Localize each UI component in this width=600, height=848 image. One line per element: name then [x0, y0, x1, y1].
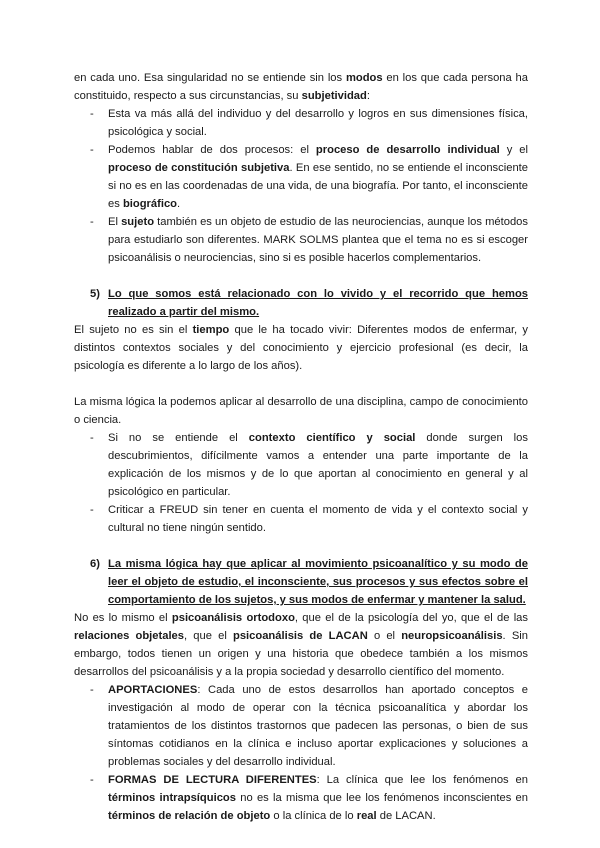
heading-text: Lo que somos está relacionado con lo vivido y el recorrido que hemos realizado a partir del mismo.	[108, 288, 528, 318]
text-run: en los que cada persona ha constituido, respecto a sus circunstancias, su	[74, 72, 528, 102]
text-run: : Cada uno de estos desarrollos han aportado conceptos e investigación al modo de operar con la técnica psicoanalítica y abordar los tratamientos de los distintos trastornos que padecen las personas, o bien de sus síntomas cotidianos en la clínica e incluso aportar explicaciones y soluciones a problemas sociales y del desarrollo individual.	[108, 684, 528, 768]
bold-term: psicoanálisis de LACAN	[232, 630, 368, 642]
text-run: Esta va más allá del individuo y del desarrollo y logros en sus dimensiones física, psicológica y social.	[108, 108, 528, 138]
bold-term: relaciones objetales	[74, 630, 185, 642]
bullet-dash: -	[90, 504, 94, 516]
bold-term: subjetividad	[301, 90, 367, 102]
bold-term: tiempo	[192, 324, 230, 336]
bold-term: términos de relación de objeto	[108, 810, 271, 822]
list-item	[74, 141, 528, 213]
spacer	[74, 267, 528, 285]
bullet-dash: -	[90, 774, 94, 786]
bold-term: FORMAS DE LECTURA DIFERENTES	[108, 774, 317, 786]
text-run: Podemos hablar de dos procesos: el	[108, 144, 316, 156]
bold-term: biográfico	[122, 198, 178, 210]
bold-term: proceso de desarrollo individual	[315, 144, 500, 156]
bold-term: términos intrapsíquicos	[108, 792, 236, 804]
bold-term: proceso de constitución subjetiva	[108, 162, 290, 174]
text-run: donde surgen los descubrimientos, difícilmente vamos a entender una parte importante de la explicación de los mismos y de lo que aportan al conocimiento en general y al psicológico en particular.	[108, 432, 528, 498]
bullet-list-3	[74, 681, 528, 825]
heading-number: 5)	[90, 288, 100, 300]
paragraph-disciplina	[74, 393, 528, 429]
text-run: en cada uno. Esa singularidad no se entiende sin los	[74, 72, 346, 84]
heading-text: La misma lógica hay que aplicar al movimiento psicoanalítico y su modo de leer el objeto de estudio, el inconsciente, sus procesos y sus efectos sobre el comportamiento de los sujetos, y sus modos de enfermar y mantener la salud.	[108, 558, 528, 606]
bullet-list-2	[74, 429, 528, 537]
text-run: El	[108, 216, 122, 228]
section-heading-5	[74, 285, 528, 321]
text-run: .	[177, 198, 181, 210]
bullet-dash: -	[90, 108, 94, 120]
text-run: La misma lógica la podemos aplicar al desarrollo de una disciplina, campo de conocimiento o ciencia.	[74, 396, 528, 426]
list-item	[74, 681, 528, 771]
bold-term: psicoanálisis ortodoxo	[171, 612, 295, 624]
text-run: o la clínica de lo	[270, 810, 357, 822]
text-run: y el	[499, 144, 528, 156]
list-item	[74, 213, 528, 267]
text-run: Criticar a FREUD sin tener en cuenta el momento de vida y el contexto social y cultural no tiene ningún sentido.	[108, 504, 528, 534]
text-run: no es la misma que lee los fenómenos inconscientes en	[235, 792, 529, 804]
bold-term: contexto científico y social	[248, 432, 416, 444]
list-item	[74, 429, 528, 501]
bold-term: modos	[345, 72, 383, 84]
text-run: también es un objeto de estudio de las neurociencias, aunque los métodos para estudiarlo son diferentes. MARK SOLMS plantea que el tema no es si escoger psicoanálisis o neurociencias, sino si es posible hacerlos complementarios.	[108, 216, 528, 264]
spacer	[74, 375, 528, 393]
text-run: . Sin embargo, todos tienen un origen y una historia que obedece también a los mismos desarrollos del psicoanálisis y a la propia sociedad y desarrollo científico del momento.	[74, 630, 528, 678]
text-run: No es lo mismo el	[74, 612, 172, 624]
bullet-dash: -	[90, 684, 94, 696]
text-run: , que el de la psicología del yo, que el de las	[294, 612, 528, 624]
list-item	[74, 771, 528, 825]
paragraph-escuelas	[74, 609, 528, 681]
text-run: Si no se entiende el	[108, 432, 249, 444]
bullet-dash: -	[90, 216, 94, 228]
document-page	[74, 69, 528, 825]
bullet-dash: -	[90, 144, 94, 156]
bold-term: neuropsicoanálisis	[401, 630, 503, 642]
bold-term: real	[356, 810, 377, 822]
text-run: que le ha tocado vivir: Diferentes modos de enfermar, y distintos contextos sociales y del conocimiento y ejercicio profesional (es decir, la psicología es diferente a lo largo de los años).	[74, 324, 529, 372]
spacer	[74, 537, 528, 555]
bold-term: APORTACIONES	[108, 684, 198, 696]
list-item	[74, 501, 528, 537]
text-run: El sujeto no es sin el	[74, 324, 193, 336]
text-run: :	[366, 90, 370, 102]
section-heading-6	[74, 555, 528, 609]
paragraph-tiempo	[74, 321, 528, 375]
text-run: : La clínica que lee los fenómenos en	[316, 774, 529, 786]
text-run: . En ese sentido, no se entiende el inconsciente si no es en las coordenadas de una vida, de una biografía. Por tanto, el inconsciente es	[108, 162, 528, 210]
bullet-list-1	[74, 105, 528, 267]
heading-number: 6)	[90, 558, 100, 570]
text-run: , que el	[184, 630, 233, 642]
bold-term: sujeto	[121, 216, 155, 228]
intro-paragraph	[74, 69, 528, 105]
text-run: de LACAN.	[376, 810, 436, 822]
text-run: o el	[367, 630, 402, 642]
bullet-dash: -	[90, 432, 94, 444]
list-item	[74, 105, 528, 141]
